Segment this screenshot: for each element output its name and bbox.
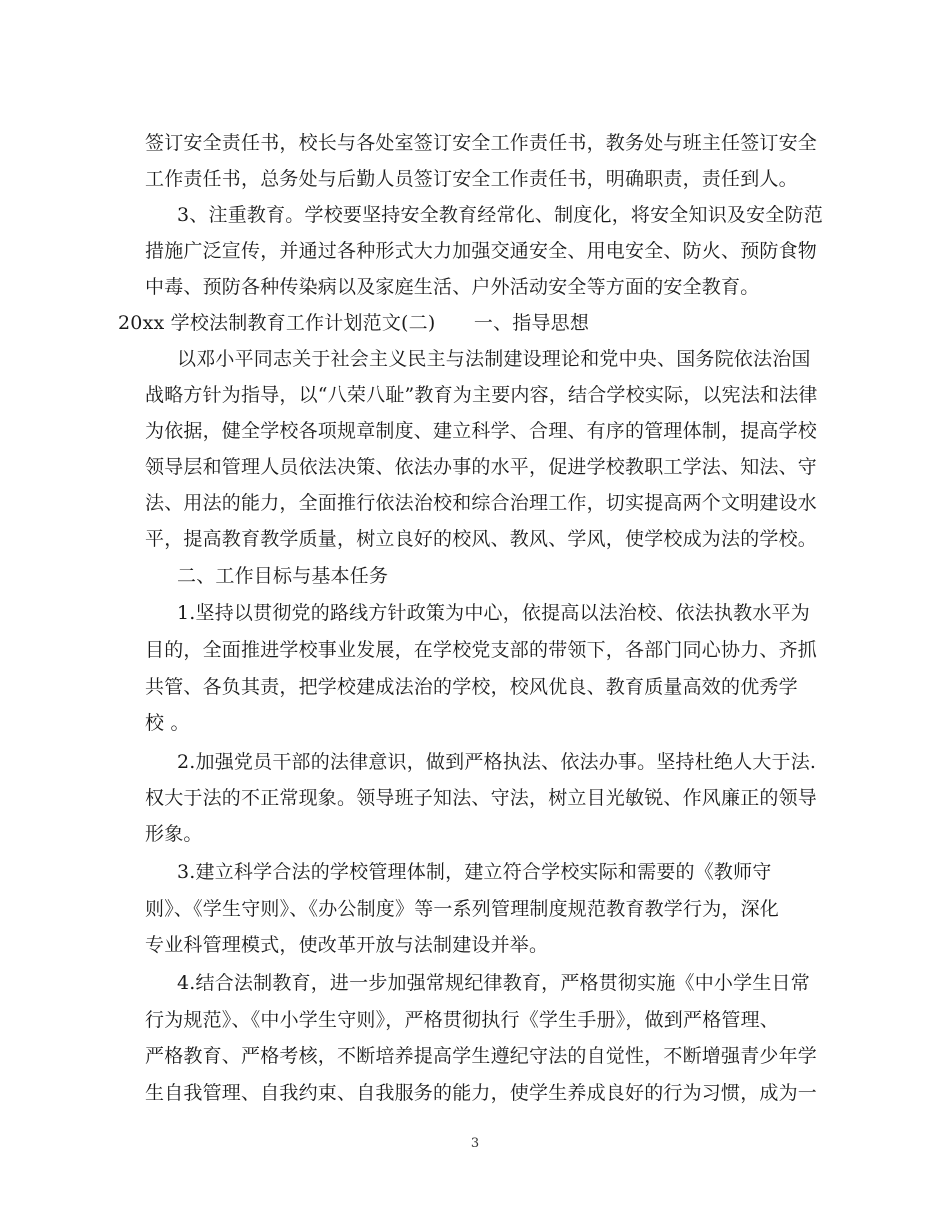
text-line: 2.加强党员干部的法律意识，做到严格执法、依法办事。坚持杜绝人大于法. [177,751,817,773]
text-line: 行为规范》、《中小学生守则》，严格贯彻执行《学生手册》，做到严格管理、 [145,1009,780,1031]
text-line: 工作责任书，总务处与后勤人员签订安全工作责任书，明确职责，责任到人。 [145,168,798,190]
text-line: 平，提高教育教学质量，树立良好的校风、教风、学风，使学校成为法的学校。 [145,528,818,550]
text-line: 共管、各负其责，把学校建成法治的学校，校风优良、教育质量高效的优秀学 [145,676,798,698]
text-line: 1.坚持以贯彻党的路线方针政策为中心，依提高以法治校、依法执教水平为 [177,602,810,624]
text-line: 领导层和管理人员依法决策、依法办事的水平，促进学校教职工学法、知法、守 [145,456,818,478]
text-line: 措施广泛宣传，并通过各种形式大力加强交通安全、用电安全、防火、预防食物 [145,240,818,262]
text-line: 严格教育、严格考核，不断培养提高学生遵纪守法的自觉性，不断增强青少年学 [145,1045,818,1067]
text-line: 以邓小平同志关于社会主义民主与法制建设理论和党中央、国务院依法治国 [177,348,811,370]
text-line: 形象。 [145,823,203,845]
text-line: 3.建立科学合法的学校管理体制，建立符合学校实际和需要的《教师守 [177,861,772,883]
page-number: 3 [470,1136,480,1151]
text-line: 法、用法的能力，全面推行依法治校和综合治理工作，切实提高两个文明建设水 [145,492,818,514]
text-line: 则》、《学生守则》、《办公制度》等一系列管理制度规范教育教学行为，深化 [145,898,780,920]
text-line: 战略方针为指导，以“八荣八耻”教育为主要内容，结合学校实际，以宪法和法律 [145,384,818,406]
text-line: 生自我管理、自我约束、自我服务的能力，使学生养成良好的行为习惯，成为一 [145,1082,818,1104]
text-line: 签订安全责任书，校长与各处室签订安全工作责任书，教务处与班主任签订安全 [145,132,818,154]
text-line: 目的，全面推进学校事业发展，在学校党支部的带领下，各部门同心协力、齐抓 [145,639,818,661]
text-line: 权大于法的不正常现象。领导班子知法、守法，树立目光敏锐、作风廉正的领导 [145,787,818,809]
text-line: 4.结合法制教育，进一步加强常规纪律教育，严格贯彻实施《中小学生日常 [177,972,810,994]
text-line: 为依据，健全学校各项规章制度、建立科学、合理、有序的管理体制，提高学校 [145,420,818,442]
section-heading: 20xx 学校法制教育工作计划范文(二) 一、指导思想 [118,312,590,334]
text-line: 专业科管理模式，使改革开放与法制建设并举。 [145,934,549,956]
section-heading: 二、工作目标与基本任务 [177,565,389,587]
text-line: 中毒、预防各种传染病以及家庭生活、户外活动安全等方面的安全教育。 [145,276,760,298]
text-line: 校 。 [145,712,190,734]
text-line: 3、注重教育。学校要坚持安全教育经常化、制度化，将安全知识及安全防范 [177,204,823,226]
